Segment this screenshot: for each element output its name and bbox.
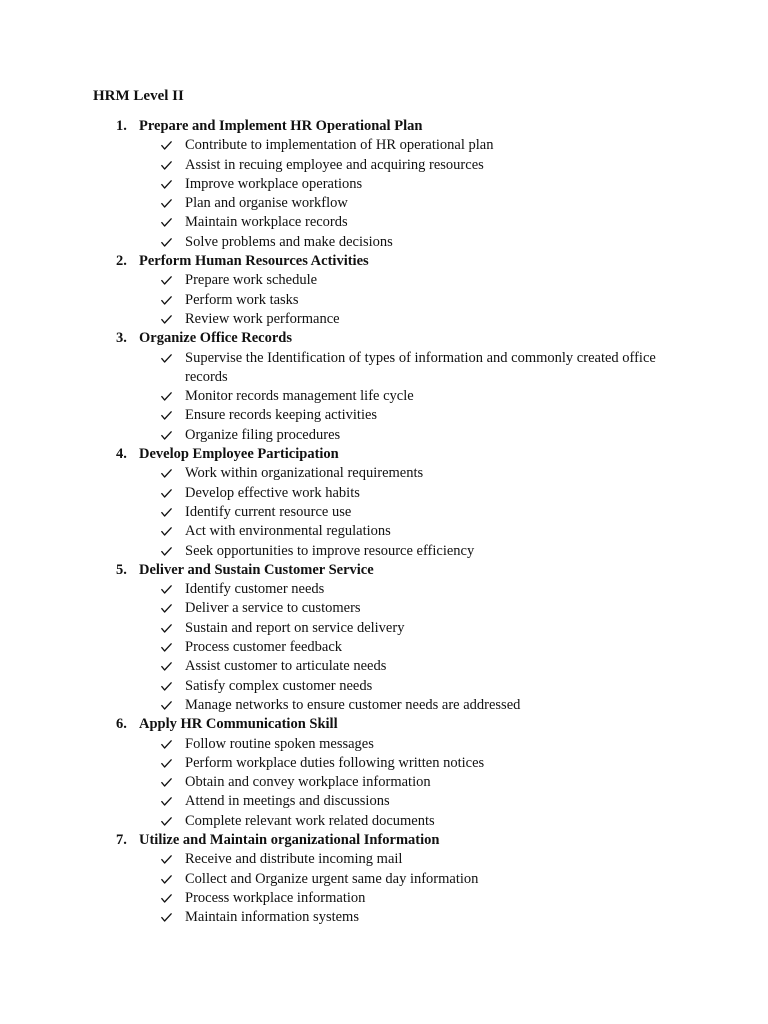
checkmark-icon [161, 638, 175, 657]
document-title: HRM Level II [93, 88, 184, 104]
checkmark-icon [161, 677, 175, 696]
competency-item [0, 850, 768, 869]
competency-text: Receive and distribute incoming mail [185, 851, 403, 868]
competency-text: Identify customer needs [185, 581, 325, 598]
checkmark-icon [161, 271, 175, 290]
competency-text: Review work performance [185, 310, 340, 327]
competency-list [0, 850, 768, 927]
unit-section [0, 252, 768, 329]
competency-text: Deliver a service to customers [185, 600, 361, 617]
unit-heading [0, 831, 768, 850]
checkmark-icon [161, 426, 175, 445]
competency-list [0, 580, 768, 715]
competency-text: Identify current resource use [185, 503, 352, 520]
checkmark-icon [161, 156, 175, 175]
unit-number: 5. [116, 561, 127, 578]
competency-text: Perform work tasks [185, 291, 299, 308]
unit-number: 1. [116, 118, 127, 134]
checkmark-icon [161, 522, 175, 541]
competency-text: Process workplace information [185, 889, 366, 906]
competency-text: Satisfy complex customer needs [185, 677, 373, 694]
competency-text: Act with environmental regulations [185, 523, 391, 540]
unit-heading [0, 252, 768, 271]
unit-list [0, 117, 768, 927]
competency-item [0, 271, 768, 290]
checkmark-icon [161, 792, 175, 811]
unit-title: Organize Office Records [139, 330, 293, 347]
checkmark-icon [161, 657, 175, 676]
checkmark-icon [161, 812, 175, 831]
checkmark-icon [161, 136, 175, 155]
unit-section [0, 329, 768, 445]
checkmark-icon [161, 349, 175, 368]
unit-heading [0, 715, 768, 734]
checkmark-icon [161, 503, 175, 522]
competency-text: Maintain workplace records [185, 214, 348, 231]
competency-text: Develop effective work habits [185, 484, 360, 501]
unit-number: 4. [116, 446, 127, 463]
unit-section [0, 715, 768, 831]
checkmark-icon [161, 310, 175, 329]
competency-text: Maintain information systems [185, 909, 359, 926]
checkmark-icon [161, 406, 175, 425]
competency-text: Prepare work schedule [185, 272, 318, 289]
competency-item [0, 522, 768, 541]
checkmark-icon [161, 542, 175, 561]
competency-item [0, 291, 768, 310]
unit-number: 2. [116, 253, 127, 270]
competency-item [0, 213, 768, 232]
competency-text: Supervise the Identification of types of information and commonly created office records [185, 349, 656, 385]
competency-item [0, 754, 768, 773]
unit-title: Utilize and Maintain organizational Information [139, 831, 440, 848]
checkmark-icon [161, 484, 175, 503]
competency-text: Sustain and report on service delivery [185, 619, 405, 636]
competency-item [0, 792, 768, 811]
checkmark-icon [161, 696, 175, 715]
competency-item [0, 735, 768, 754]
checkmark-icon [161, 599, 175, 618]
checkmark-icon [161, 850, 175, 869]
unit-number: 7. [116, 831, 127, 848]
competency-item [0, 194, 768, 213]
unit-title: Perform Human Resources Activities [139, 253, 369, 270]
unit-section [0, 445, 768, 561]
checkmark-icon [161, 580, 175, 599]
competency-item [0, 657, 768, 676]
competency-list [0, 735, 768, 831]
competency-text: Monitor records management life cycle [185, 388, 414, 405]
checkmark-icon [161, 735, 175, 754]
competency-item [0, 638, 768, 657]
unit-section [0, 831, 768, 927]
checkmark-icon [161, 194, 175, 213]
checkmark-icon [161, 889, 175, 908]
competency-text: Plan and organise workflow [185, 195, 348, 212]
checkmark-icon [161, 387, 175, 406]
unit-number: 3. [116, 330, 127, 347]
unit-heading [0, 445, 768, 464]
unit-heading [0, 329, 768, 348]
competency-item [0, 156, 768, 175]
unit-number: 6. [116, 716, 127, 733]
competency-item [0, 908, 768, 927]
checkmark-icon [161, 233, 175, 252]
competency-item [0, 426, 768, 445]
competency-text: Solve problems and make decisions [185, 233, 393, 250]
competency-text: Perform workplace duties following written notices [185, 754, 485, 771]
competency-item [0, 310, 768, 329]
competency-list [0, 349, 768, 445]
competency-item [0, 580, 768, 599]
checkmark-icon [161, 291, 175, 310]
checkmark-icon [161, 464, 175, 483]
competency-text: Work within organizational requirements [185, 465, 424, 482]
competency-item [0, 484, 768, 503]
competency-item [0, 696, 768, 715]
competency-text: Complete relevant work related documents [185, 812, 435, 829]
competency-item [0, 870, 768, 889]
competency-text: Process customer feedback [185, 639, 343, 656]
competency-item [0, 503, 768, 522]
competency-text: Collect and Organize urgent same day information [185, 870, 479, 887]
unit-title: Apply HR Communication Skill [139, 716, 338, 733]
checkmark-icon [161, 619, 175, 638]
competency-item [0, 599, 768, 618]
unit-title: Prepare and Implement HR Operational Plan [139, 118, 423, 134]
competency-item [0, 619, 768, 638]
competency-item [0, 677, 768, 696]
unit-section [0, 117, 768, 252]
checkmark-icon [161, 870, 175, 889]
competency-item [0, 233, 768, 252]
checkmark-icon [161, 773, 175, 792]
unit-heading [0, 117, 768, 136]
checkmark-icon [161, 754, 175, 773]
competency-item [0, 387, 768, 406]
competency-text: Obtain and convey workplace information [185, 774, 431, 791]
checkmark-icon [161, 213, 175, 232]
competency-text: Contribute to implementation of HR operational plan [185, 137, 494, 154]
competency-text: Follow routine spoken messages [185, 735, 374, 752]
competency-text: Assist customer to articulate needs [185, 658, 387, 675]
unit-section [0, 561, 768, 715]
competency-text: Manage networks to ensure customer needs are addressed [185, 696, 521, 713]
competency-list [0, 464, 768, 560]
competency-text: Organize filing procedures [185, 426, 341, 443]
competency-item [0, 889, 768, 908]
unit-title: Develop Employee Participation [139, 446, 339, 463]
competency-item [0, 812, 768, 831]
competency-text: Seek opportunities to improve resource efficiency [185, 542, 475, 559]
checkmark-icon [161, 908, 175, 927]
competency-item [0, 406, 768, 425]
competency-item [0, 773, 768, 792]
competency-item [0, 175, 768, 194]
checkmark-icon [161, 175, 175, 194]
competency-item [0, 464, 768, 483]
unit-title: Deliver and Sustain Customer Service [139, 561, 374, 578]
competency-item [0, 542, 768, 561]
competency-text: Improve workplace operations [185, 175, 363, 192]
competency-list [0, 136, 768, 252]
competency-item [0, 136, 768, 155]
competency-list [0, 271, 768, 329]
unit-heading [0, 561, 768, 580]
competency-item [0, 349, 768, 388]
competency-text: Assist in recuing employee and acquiring resources [185, 156, 484, 173]
competency-text: Attend in meetings and discussions [185, 793, 390, 810]
competency-text: Ensure records keeping activities [185, 407, 378, 424]
